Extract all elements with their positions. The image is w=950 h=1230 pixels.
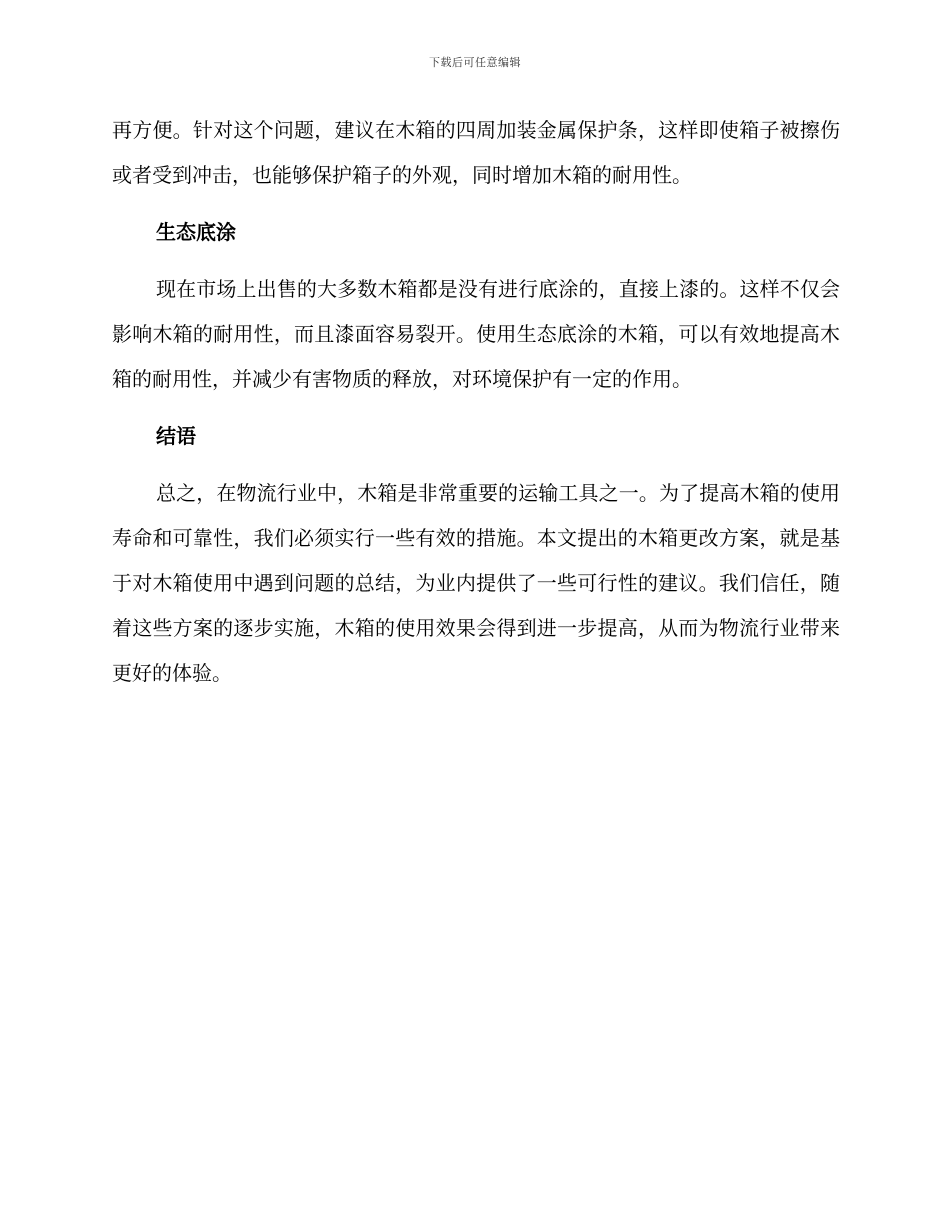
- page-header: 下载后可任意编辑: [429, 56, 521, 69]
- paragraph-conclusion: 总之，在物流行业中，木箱是非常重要的运输工具之一。为了提高木箱的使用寿命和可靠性，我们必须实行一些有效的措施。本文提出的木箱更改方案，就是基于对木箱使用中遇到问题的总结，为业内提供了一些可行性的建议。我们信任，随着这些方案的逐步实施，木箱的使用效果会得到进一步提高，从而为物流行业带来更好的体验。: [112, 481, 840, 685]
- paragraph-continuation: 再方便。针对这个问题，建议在木箱的四周加装金属保护条，这样即使箱子被擦伤或者受到冲击，也能够保护箱子的外观，同时增加木箱的耐用性。: [112, 118, 840, 187]
- paragraph-eco-primer: 现在市场上出售的大多数木箱都是没有进行底涂的，直接上漆的。这样不仅会影响木箱的耐用性，而且漆面容易裂开。使用生态底涂的木箱，可以有效地提高木箱的耐用性，并减少有害物质的释放，对环境保护有一定的作用。: [112, 277, 840, 391]
- section-heading-eco-primer: 生态底涂: [156, 220, 236, 244]
- section-heading-conclusion: 结语: [156, 424, 196, 448]
- document-body: [112, 108, 840, 696]
